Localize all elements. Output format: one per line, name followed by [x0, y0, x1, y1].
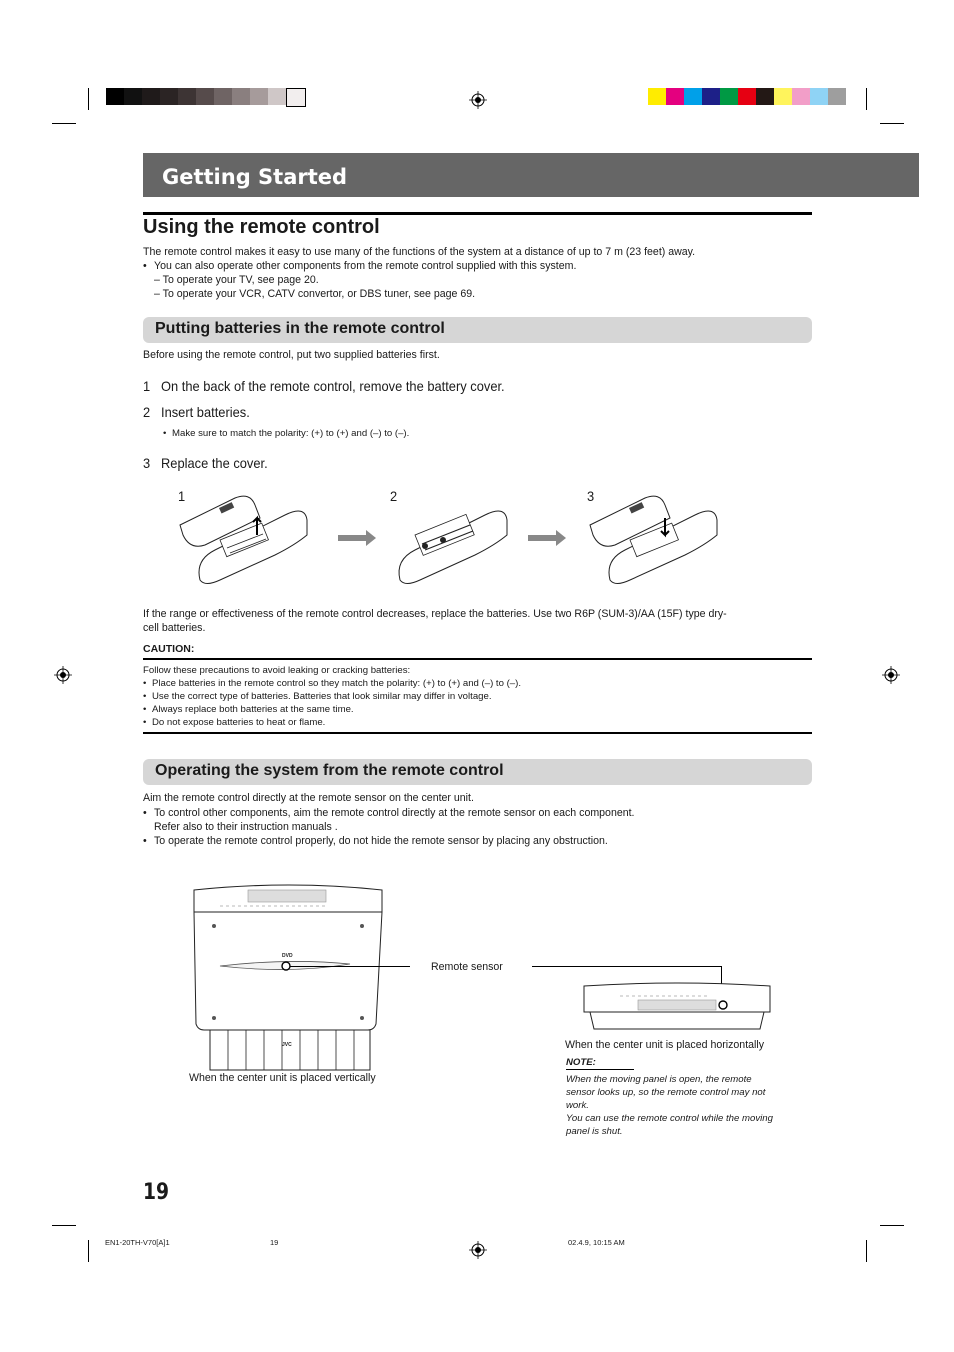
figure-label: 1: [178, 488, 186, 504]
calibration-swatch: [250, 88, 268, 105]
remote-sensor-label: Remote sensor: [431, 961, 503, 973]
operating-bullet-marker: •: [143, 835, 147, 847]
subsection-heading-operating: Operating the system from the remote control: [155, 762, 504, 779]
caution-bullet: •: [143, 704, 147, 715]
calibration-swatch: [214, 88, 232, 105]
battery-remote-illustration-1: [175, 490, 310, 590]
step-number: 2: [143, 404, 151, 420]
calibration-swatch: [142, 88, 160, 105]
range-note: cell batteries.: [143, 622, 206, 634]
step-text: On the back of the remote control, remove the battery cover.: [161, 378, 505, 394]
page-number: 19: [143, 1180, 170, 1205]
registration-mark-icon: [469, 91, 487, 109]
crop-mark: [88, 1240, 89, 1262]
crop-mark: [880, 123, 904, 124]
caution-item: Use the correct type of batteries. Batteries that look similar may differ in voltage.: [152, 691, 492, 702]
registration-mark-icon: [882, 666, 900, 684]
intro-text: The remote control makes it easy to use many of the functions of the system at a distance of up to 7 m (23 feet) away.: [143, 246, 696, 258]
calibration-swatch: [702, 88, 720, 105]
caution-bullet: •: [143, 691, 147, 702]
calibration-swatch: [286, 88, 306, 107]
caution-item: Always replace both batteries at the same time.: [152, 704, 354, 715]
sensor-leader-line: [290, 966, 410, 967]
step-text: Insert batteries.: [161, 404, 250, 420]
intro-bullet-marker: •: [143, 260, 147, 272]
operating-bullet: To control other components, aim the remote control directly at the remote sensor on each component.: [154, 807, 635, 819]
calibration-swatch: [666, 88, 684, 105]
footer-timestamp: 02.4.9, 10:15 AM: [568, 1238, 625, 1247]
step-note-marker: •: [163, 428, 167, 439]
caution-item: Do not expose batteries to heat or flame.: [152, 717, 326, 728]
operating-intro: Aim the remote control directly at the remote sensor on the center unit.: [143, 792, 474, 804]
calibration-swatch: [720, 88, 738, 105]
battery-remote-illustration-2: [385, 490, 515, 590]
crop-mark: [866, 88, 867, 110]
calibration-swatch: [232, 88, 250, 105]
crop-mark: [88, 88, 89, 110]
caution-title: CAUTION:: [143, 643, 195, 655]
step-text: Replace the cover.: [161, 455, 268, 471]
note-text: sensor looks up, so the remote control may not: [566, 1087, 766, 1098]
calibration-swatch: [178, 88, 196, 105]
calibration-swatch: [648, 88, 666, 105]
center-unit-vertical-illustration: [190, 884, 390, 1074]
vertical-caption: When the center unit is placed vertically: [189, 1072, 376, 1084]
dvd-logo: DVD: [282, 953, 293, 959]
calibration-swatch: [774, 88, 792, 105]
crop-mark: [52, 1225, 76, 1226]
crop-mark: [880, 1225, 904, 1226]
step-number: 3: [143, 455, 151, 471]
caution-item: Place batteries in the remote control so they match the polarity: (+) to (+) and (–) to (–).: [152, 678, 521, 689]
range-note: If the range or effectiveness of the remote control decreases, replace the batteries. Use two R6P (SUM-3)/AA (15F) type dry-: [143, 608, 727, 620]
crop-mark: [866, 1240, 867, 1262]
caution-bullet: •: [143, 717, 147, 728]
registration-mark-icon: [54, 666, 72, 684]
heading-rule: [143, 212, 812, 215]
page-title: Using the remote control: [143, 216, 380, 238]
registration-mark-icon: [469, 1241, 487, 1259]
caution-intro: Follow these precautions to avoid leaking or cracking batteries:: [143, 665, 411, 676]
caution-bullet: •: [143, 678, 147, 689]
note-text: When the moving panel is open, the remote: [566, 1074, 752, 1085]
operating-bullet-cont: Refer also to their instruction manuals .: [154, 821, 338, 833]
intro-bullet: You can also operate other components from the remote control supplied with this system.: [154, 260, 577, 272]
operating-bullet: To operate the remote control properly, do not hide the remote sensor by placing any obstruction.: [154, 835, 608, 847]
step-number: 1: [143, 378, 151, 394]
calibration-swatch: [684, 88, 702, 105]
caution-bottom-rule: [143, 732, 812, 734]
calibration-swatch: [160, 88, 178, 105]
note-text: You can use the remote control while the moving: [566, 1113, 773, 1124]
note-title: NOTE:: [566, 1057, 596, 1068]
figure-label: 3: [587, 488, 595, 504]
operating-bullet-marker: •: [143, 807, 147, 819]
calibration-swatch: [268, 88, 286, 105]
calibration-swatch: [792, 88, 810, 105]
calibration-swatch: [756, 88, 774, 105]
note-rule: [566, 1069, 634, 1070]
horizontal-caption: When the center unit is placed horizontally: [565, 1039, 765, 1051]
battery-remote-illustration-3: [585, 490, 720, 590]
center-unit-horizontal-illustration: [580, 982, 775, 1032]
step-note: Make sure to match the polarity: (+) to (+) and (–) to (–).: [172, 428, 410, 439]
note-text: panel is shut.: [566, 1126, 623, 1137]
intro-dash-item: – To operate your VCR, CATV convertor, or DBS tuner, see page 69.: [154, 288, 476, 300]
arrow-right-icon: [528, 530, 566, 546]
calibration-swatch: [106, 88, 124, 105]
footer-page: 19: [270, 1238, 279, 1247]
caution-top-rule: [143, 658, 812, 660]
batteries-intro: Before using the remote control, put two supplied batteries first.: [143, 349, 440, 361]
calibration-swatch: [124, 88, 142, 105]
footer-code: EN1-20TH-V70[A]1: [105, 1238, 170, 1247]
sensor-leader-line: [532, 966, 722, 967]
calibration-swatch: [828, 88, 846, 105]
intro-dash-item: – To operate your TV, see page 20.: [154, 274, 319, 286]
calibration-swatch: [738, 88, 756, 105]
calibration-swatch: [810, 88, 828, 105]
arrow-right-icon: [338, 530, 376, 546]
crop-mark: [52, 123, 76, 124]
subsection-heading-batteries: Putting batteries in the remote control: [155, 320, 445, 337]
brand-logo: JVC: [282, 1042, 292, 1048]
section-title: Getting Started: [162, 165, 348, 189]
figure-label: 2: [390, 488, 398, 504]
calibration-swatch: [196, 88, 214, 105]
note-text: work.: [566, 1100, 589, 1111]
